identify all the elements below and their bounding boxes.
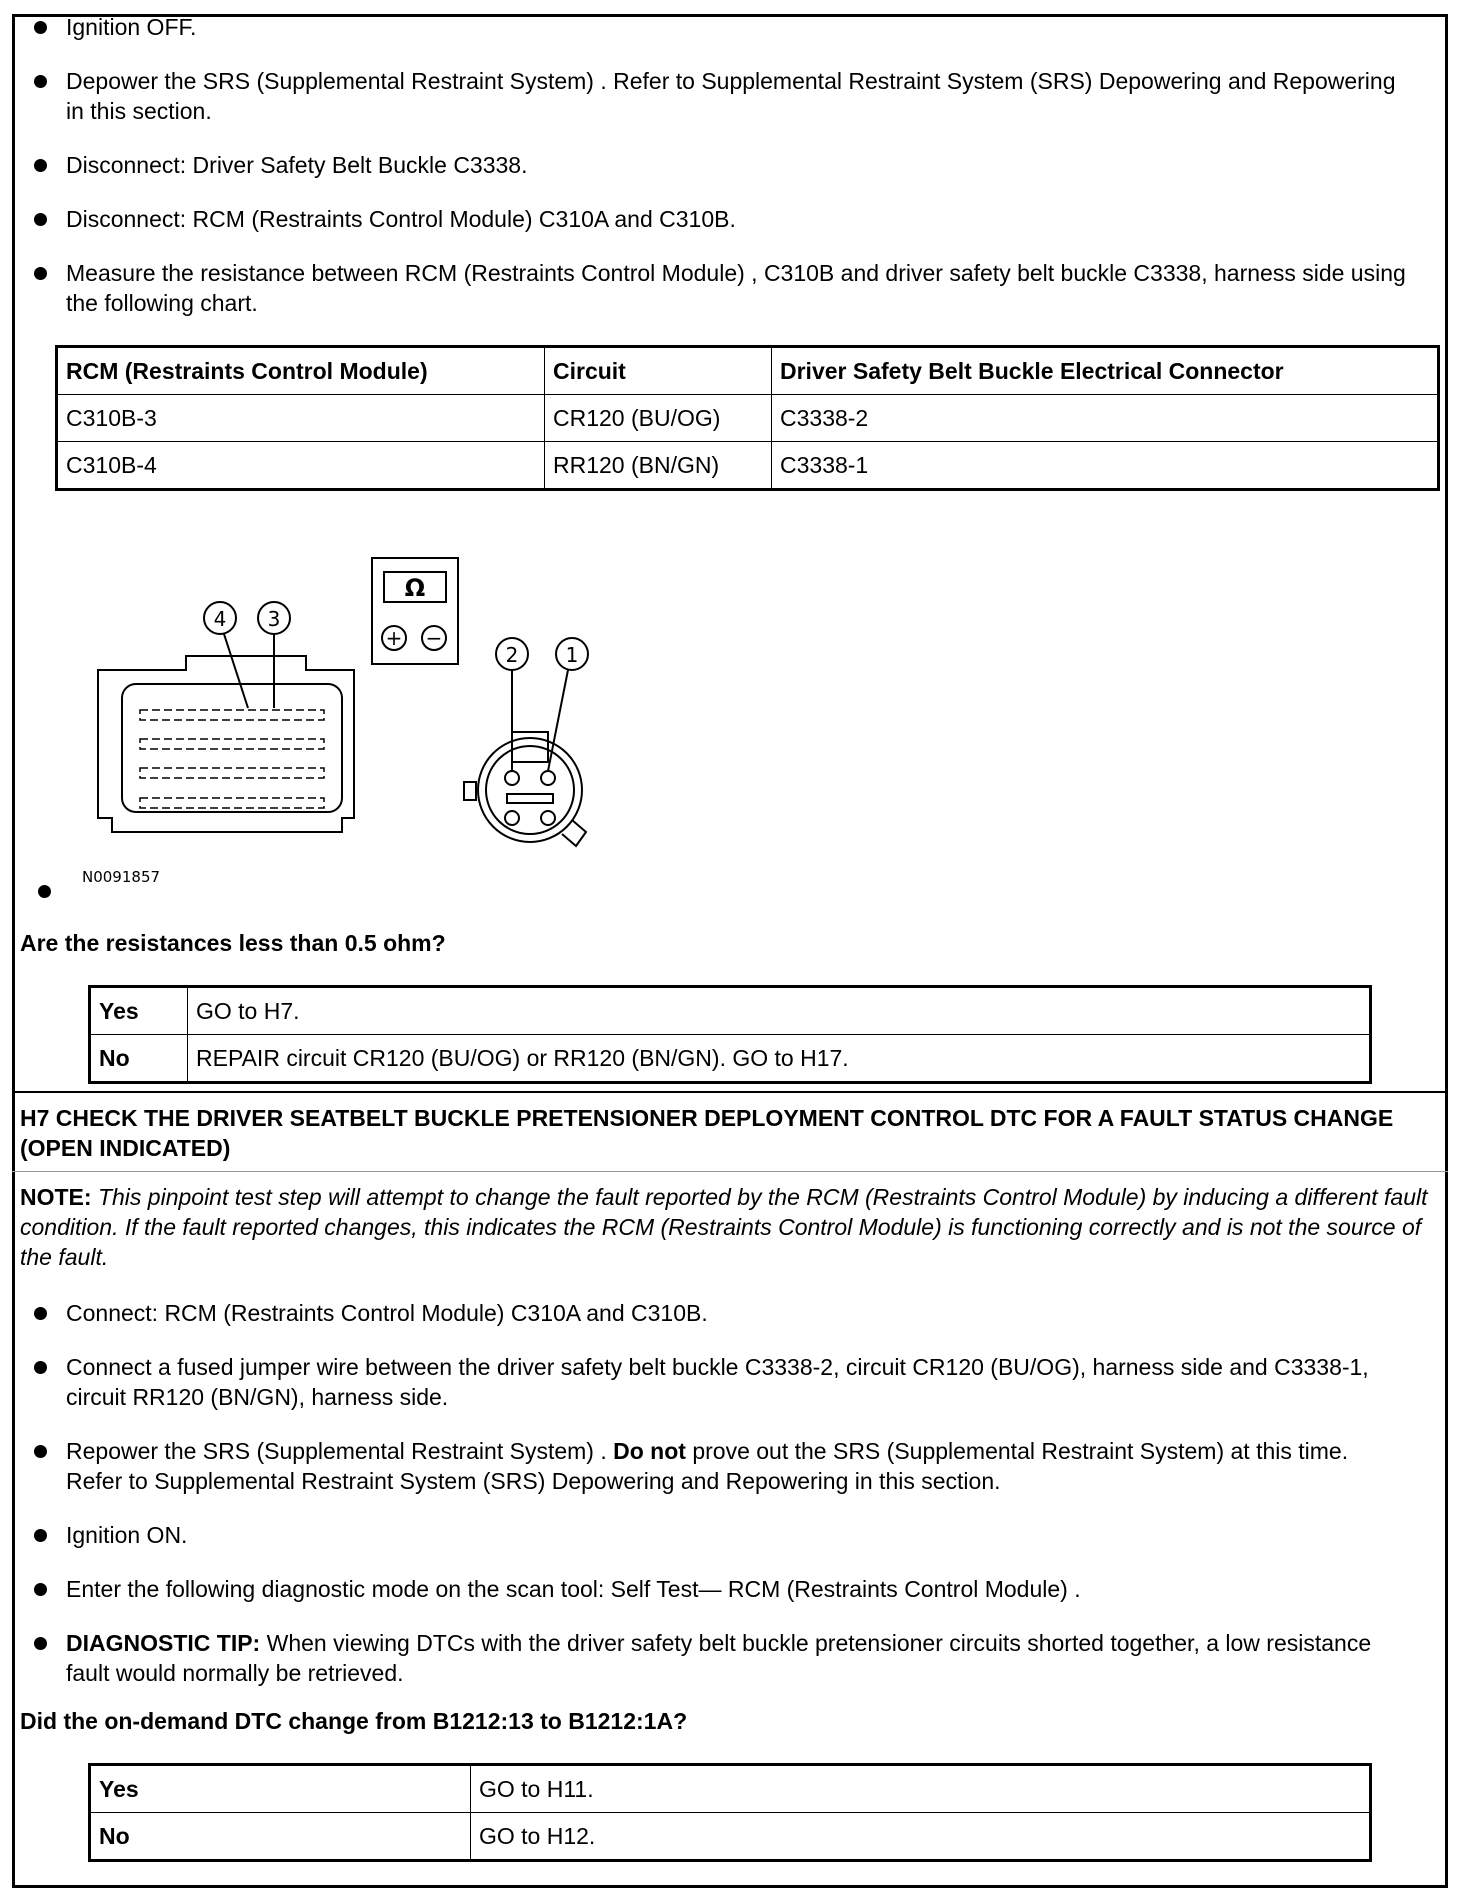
step-emphasis: DIAGNOSTIC TIP:	[66, 1630, 261, 1656]
step-repower-srs	[10, 1436, 1410, 1496]
step-ignition-on	[10, 1520, 1410, 1550]
step-emphasis: Do not	[613, 1438, 686, 1464]
table-cell: C310B-4	[57, 442, 545, 490]
answer-key: Yes	[90, 1765, 471, 1813]
step-text: Connect: RCM (Restraints Control Module) C310A and C310B.	[66, 1300, 708, 1326]
bullet-marker	[38, 885, 51, 898]
buckle-connector-outline	[464, 732, 586, 846]
step-text: Ignition ON.	[66, 1522, 188, 1548]
table-row	[90, 987, 1371, 1035]
table-row	[57, 395, 1439, 442]
answer-key: No	[90, 1813, 471, 1861]
step-list-1	[10, 12, 1410, 342]
answer-value: GO to H7.	[188, 987, 1371, 1035]
header-circuit: Circuit	[545, 347, 772, 395]
note-block	[20, 1182, 1430, 1272]
callout-label: 1	[565, 643, 579, 667]
step-text: prove out the SRS (Supplemental Restraint System) at this time. Refer to Supplemental Restraint System (SRS) Depowering and Repowering in this section.	[66, 1438, 1349, 1494]
section-divider	[12, 1171, 1448, 1172]
step-text: Connect a fused jumper wire between the driver safety belt buckle C3338-2, circuit CR120 (BU/OG), harness side and C3338-1, circuit RR120 (BN/GN), harness side.	[66, 1354, 1369, 1410]
step-list-2	[10, 1298, 1410, 1712]
answer-value: GO to H11.	[471, 1765, 1371, 1813]
question-resistance: Are the resistances less than 0.5 ohm?	[20, 930, 446, 956]
callout-label: 4	[213, 607, 227, 631]
step-depower-srs: Depower the SRS (Supplemental Restraint System) . Refer to Supplemental Restraint System (SRS) Depowering and Repowering in this section.	[10, 66, 1410, 126]
answer-value: REPAIR circuit CR120 (BU/OG) or RR120 (BN/GN). GO to H17.	[188, 1035, 1371, 1083]
table-header-row	[57, 347, 1439, 395]
answer-table-1	[88, 985, 1372, 1084]
table-row	[90, 1813, 1371, 1861]
section-divider	[12, 1091, 1448, 1093]
table-row	[57, 442, 1439, 490]
answer-key: Yes	[90, 987, 188, 1035]
answer-value: GO to H12.	[471, 1813, 1371, 1861]
table-cell: C310B-3	[57, 395, 545, 442]
step-text: Repower the SRS (Supplemental Restraint System) .	[66, 1438, 607, 1464]
step-disconnect-rcm: Disconnect: RCM (Restraints Control Module) C310A and C310B.	[10, 204, 1410, 234]
table-cell: CR120 (BU/OG)	[545, 395, 772, 442]
table-cell: C3338-2	[772, 395, 1439, 442]
meter-plus: +	[385, 626, 403, 650]
meter-symbol: Ω	[404, 574, 426, 602]
callout-label: 2	[505, 643, 519, 667]
note-text: This pinpoint test step will attempt to change the fault reported by the RCM (Restraints Control Module) by inducing a different fault condition. If the fault reported changes, this indicates the RCM (Restraints Control Module) is functioning correctly and is not the source of the fault.	[20, 1184, 1428, 1270]
step-diagnostic-tip	[10, 1628, 1410, 1688]
step-ignition-off: Ignition OFF.	[10, 12, 1410, 42]
connector-diagram	[60, 550, 620, 890]
step-connect-jumper	[10, 1352, 1410, 1412]
table-row	[90, 1035, 1371, 1083]
section-heading-h7: H7 CHECK THE DRIVER SEATBELT BUCKLE PRETENSIONER DEPLOYMENT CONTROL DTC FOR A FAULT STATUS CHANGE (OPEN INDICATED)	[20, 1105, 1394, 1161]
step-text: Enter the following diagnostic mode on the scan tool: Self Test— RCM (Restraints Control Module) .	[66, 1576, 1081, 1602]
answer-table-2	[88, 1763, 1372, 1862]
callout-label: 3	[267, 607, 281, 631]
figure-id: N0091857	[82, 868, 161, 886]
table-cell: RR120 (BN/GN)	[545, 442, 772, 490]
step-enter-self-test	[10, 1574, 1410, 1604]
rcm-connector-outline	[98, 656, 354, 832]
header-buckle-connector: Driver Safety Belt Buckle Electrical Connector	[772, 347, 1439, 395]
step-disconnect-buckle: Disconnect: Driver Safety Belt Buckle C3338.	[10, 150, 1410, 180]
meter-minus: −	[425, 626, 443, 650]
step-measure-resistance: Measure the resistance between RCM (Restraints Control Module) , C310B and driver safety belt buckle C3338, harness side using the following chart.	[10, 258, 1410, 318]
answer-key: No	[90, 1035, 188, 1083]
question-dtc-change: Did the on-demand DTC change from B1212:13 to B1212:1A?	[20, 1708, 688, 1734]
connector-table	[55, 345, 1440, 491]
rcm-pin-rows	[140, 710, 324, 808]
table-cell: C3338-1	[772, 442, 1439, 490]
step-text: When viewing DTCs with the driver safety belt buckle pretensioner circuits shorted together, a low resistance fault would normally be retrieved.	[66, 1630, 1372, 1686]
note-label: NOTE:	[20, 1184, 92, 1210]
header-rcm: RCM (Restraints Control Module)	[57, 347, 545, 395]
step-connect-rcm	[10, 1298, 1410, 1328]
table-row	[90, 1765, 1371, 1813]
